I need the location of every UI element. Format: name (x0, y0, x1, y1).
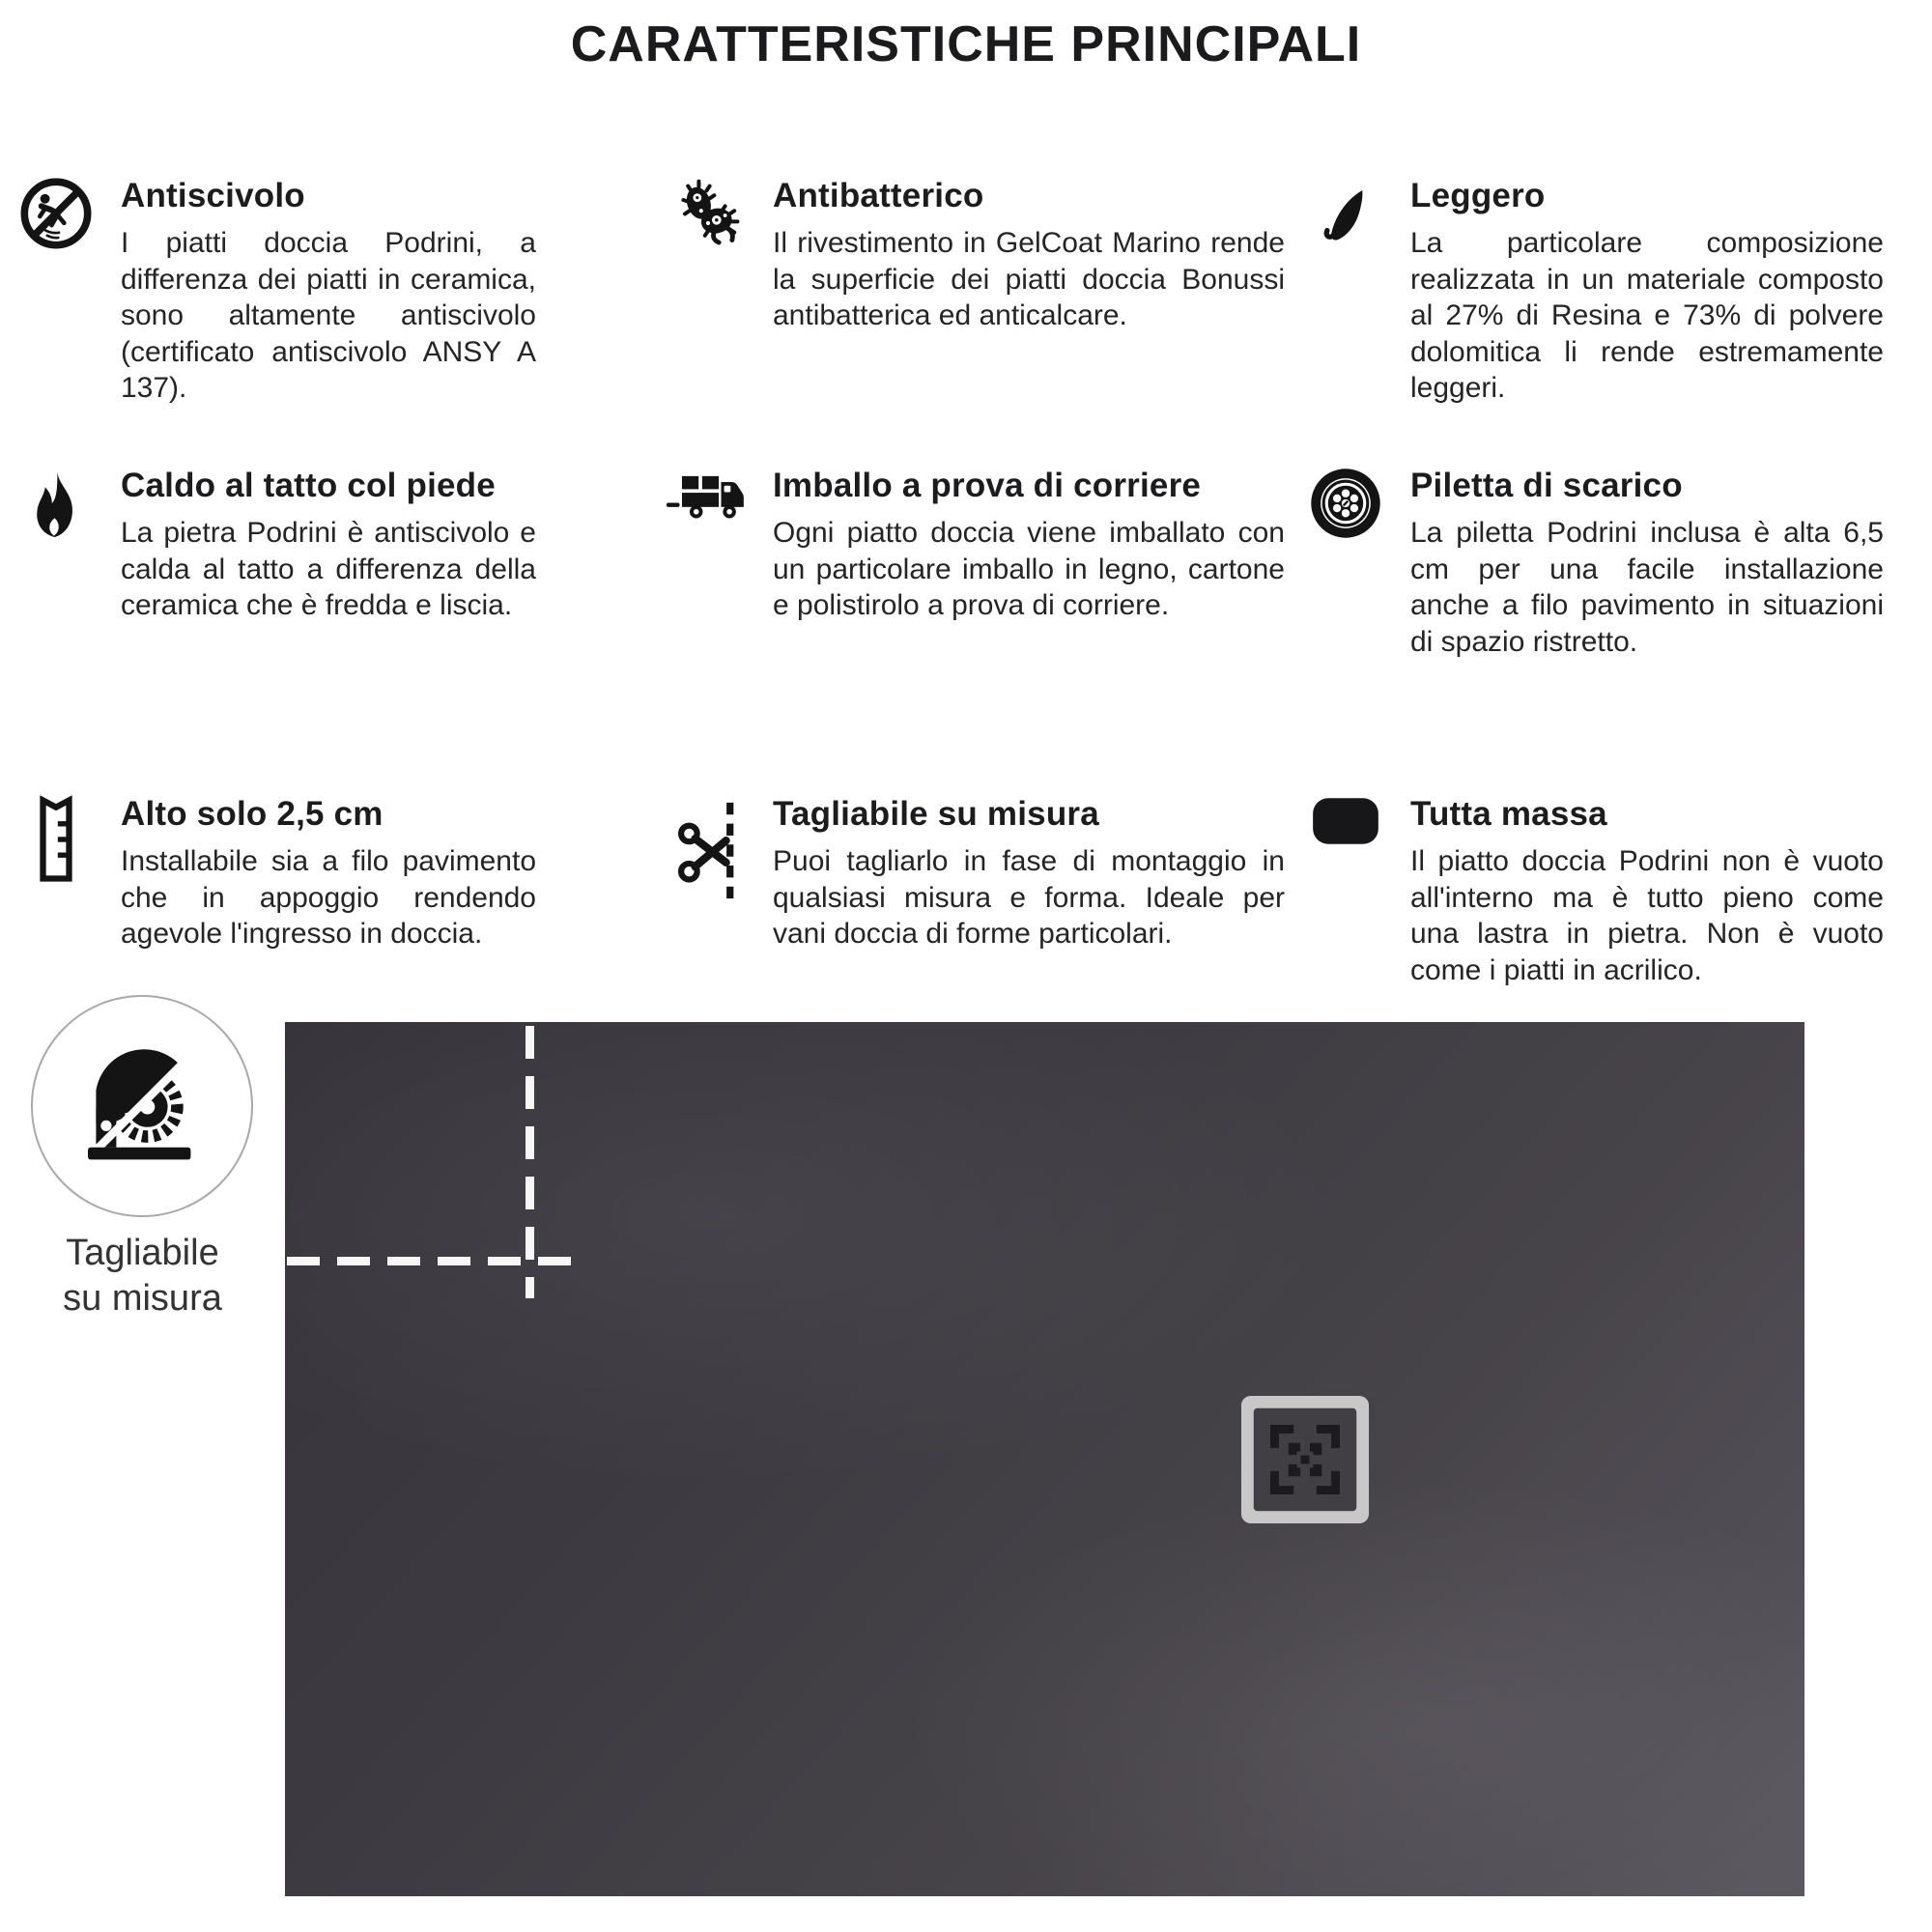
feature-text: Il piatto doccia Podrini non è vuoto all'interno ma è tutto pieno come una lastra in pietra. Non è vuoto come i piatti in acrilico. (1410, 845, 1884, 986)
feature-title: Tutta massa (1410, 795, 1607, 833)
feature-text: La particolare composizione realizzata in un materiale composto al 27% di Resina e 73% di polvere dolomitica li rende estremamente leggeri. (1410, 227, 1884, 404)
cut-to-size-label (10, 1231, 275, 1321)
no-slip-icon (14, 177, 98, 407)
feature-title: Imballo a prova di corriere (773, 467, 1202, 504)
shower-tray-photo (285, 1022, 1804, 1896)
cut-line-horizontal (287, 1257, 582, 1265)
feature-title: Alto solo 2,5 cm (121, 795, 384, 833)
feather-icon (1304, 177, 1387, 407)
feature-antibatterico (667, 177, 1285, 334)
feature-title: Antibatterico (773, 177, 984, 214)
cut-to-size-label-line2: su misura (63, 1278, 222, 1319)
feature-text: Installabile sia a filo pavimento che in appoggio rendendo agevole l'ingresso in doccia. (121, 845, 536, 950)
feature-piletta (1304, 467, 1884, 660)
ruler-icon (14, 795, 98, 952)
flame-icon (14, 467, 98, 624)
feature-title: Tagliabile su misura (773, 795, 1099, 833)
feature-title: Piletta di scarico (1410, 467, 1683, 504)
solid-mass-icon (1304, 795, 1387, 988)
truck-icon (667, 467, 750, 624)
feature-alto (14, 795, 536, 952)
cut-to-size-label-line1: Tagliabile (66, 1233, 219, 1273)
feature-text: La piletta Podrini inclusa è alta 6,5 cm per una facile installazione anche a filo pavimento in situazioni di spazio ristretto. (1410, 517, 1884, 658)
feature-text: La pietra Podrini è antiscivolo e calda al tatto a differenza della ceramica che è fredda e liscia. (121, 517, 536, 621)
feature-text: Il rivestimento in GelCoat Marino rende la superficie dei piatti doccia Bonussi antibatterica ed anticalcare. (773, 227, 1285, 331)
page-title: CARATTERISTICHE PRINCIPALI (570, 16, 1362, 72)
bacteria-icon (667, 177, 750, 334)
feature-title: Caldo al tatto col piede (121, 467, 496, 504)
feature-title: Leggero (1410, 177, 1546, 214)
feature-text: I piatti doccia Podrini, a differenza dei piatti in ceramica, sono altamente antiscivolo (certificato antiscivolo ANSY A 137). (121, 227, 536, 404)
feature-tagliabile (667, 795, 1285, 952)
feature-text: Ogni piatto doccia viene imballato con un particolare imballo in legno, cartone e polistirolo a prova di corriere. (773, 517, 1285, 621)
drain-cover (1238, 1393, 1372, 1526)
cut-to-size-badge (31, 995, 253, 1217)
circular-saw-icon (74, 1037, 210, 1177)
drain-icon (1304, 467, 1387, 660)
feature-imballo (667, 467, 1285, 624)
feature-text: Puoi tagliarlo in fase di montaggio in qualsiasi misura e forma. Ideale per vani doccia di forme particolari. (773, 845, 1285, 950)
feature-title: Antiscivolo (121, 177, 305, 214)
feature-caldo-al-tatto (14, 467, 536, 624)
feature-leggero (1304, 177, 1884, 407)
feature-antiscivolo (14, 177, 536, 407)
feature-tutta-massa (1304, 795, 1884, 988)
tray-surface-sheen (285, 1022, 1804, 1896)
scissors-icon (667, 795, 750, 952)
